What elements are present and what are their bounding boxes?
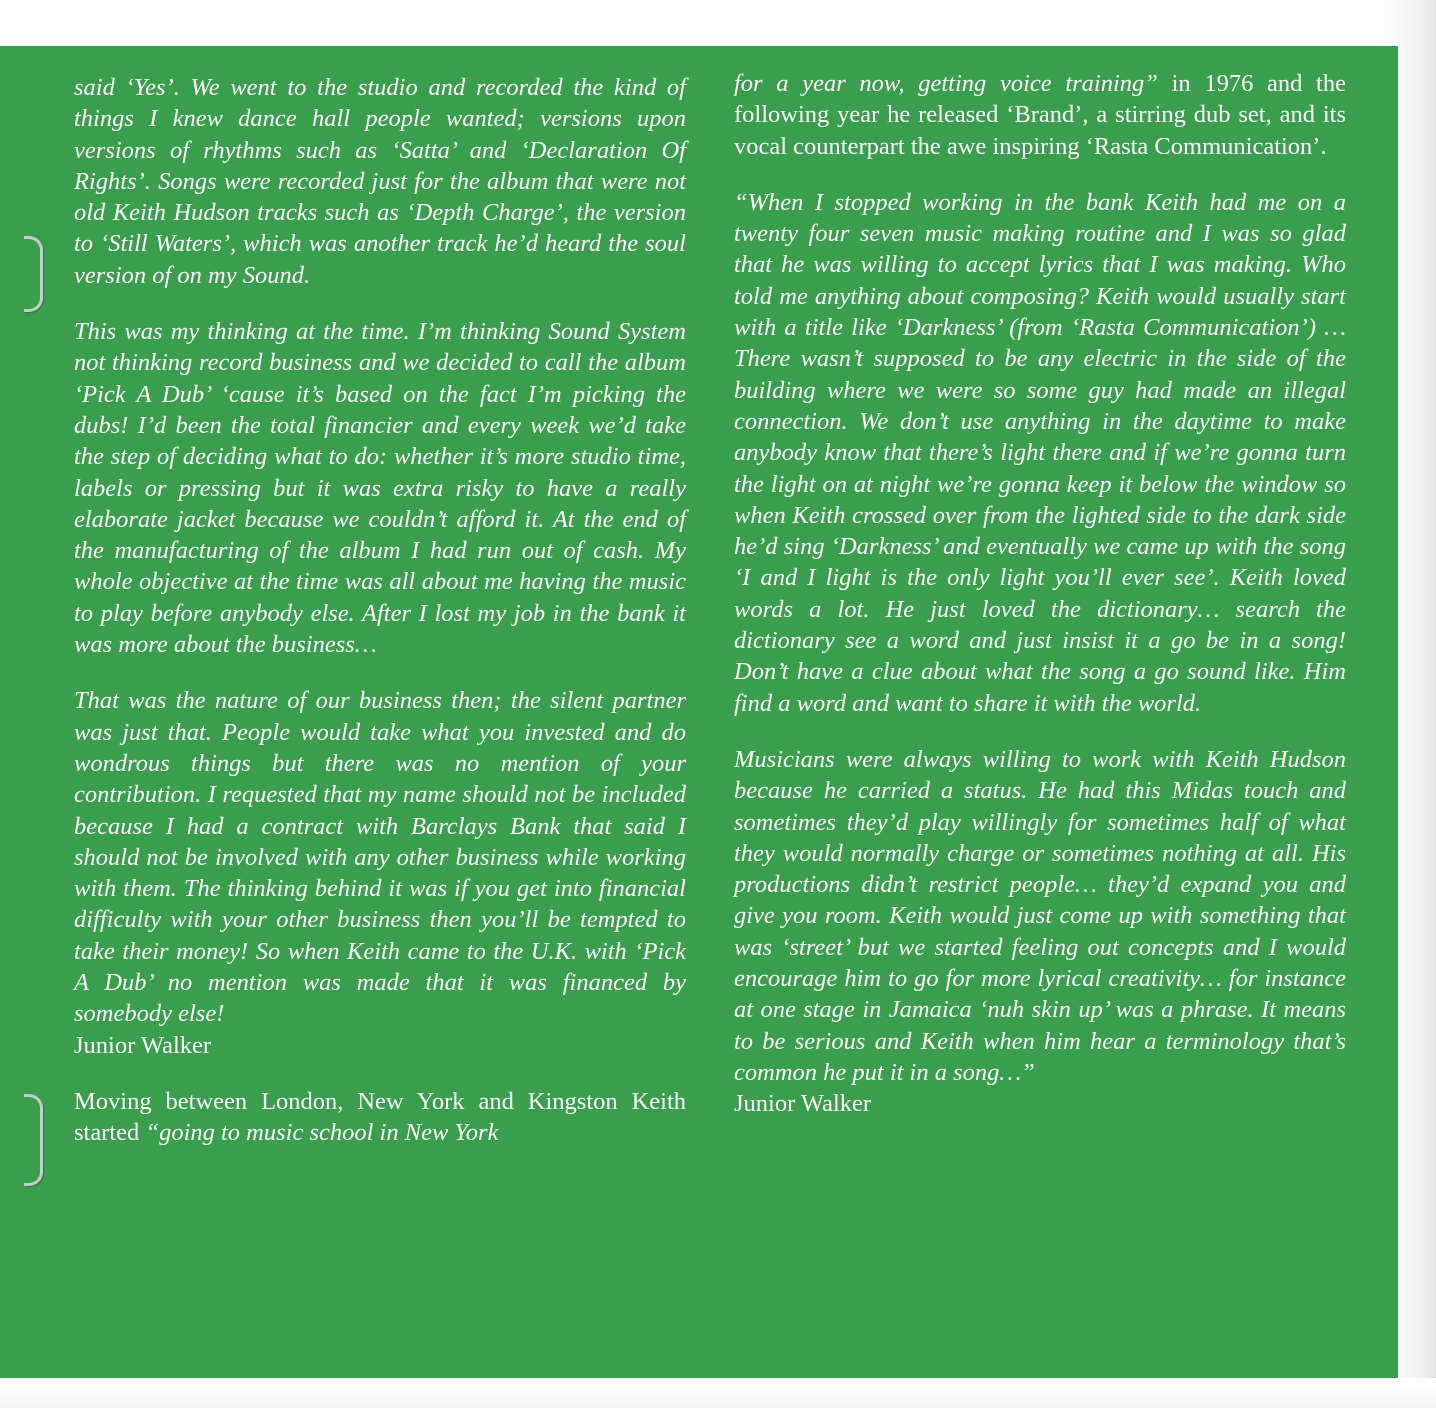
left-column bbox=[74, 72, 686, 1174]
right-paragraph-2: “When I stopped working in the bank Keith had me on a twenty four seven music making routine and I was so glad that he was willing to accept lyrics that I was making. Who told me anything about composing? Keith would usually start with a title like ‘Darkness’ (from ‘Rasta Communication’) … There wasn’t supposed to be any electric in the side of the building where we were so some guy had made an illegal connection. We don’t use anything in the daytime to make anybody know that there’s light there and if we’re gonna turn the light on at night we’re gonna keep it below the window so when Keith crossed over from the lighted side to the dark side he’d sing ‘Darkness’ and eventually we came up with the song ‘I and I light is the only light you’ll ever see’. Keith loved words a lot. He just loved the dictionary… search the dictionary see a word and just insist it a go be in a song! Don’t have a clue about what the song a go sound like. Him find a word and want to share it with the world. bbox=[734, 188, 1346, 717]
green-text-panel bbox=[0, 46, 1398, 1378]
page-bottom-edge bbox=[0, 1378, 1436, 1408]
left-paragraph-4-upright: Moving between London, New York and Kingston Keith started bbox=[74, 1087, 686, 1147]
right-column bbox=[734, 68, 1346, 1145]
left-paragraph-4 bbox=[74, 1086, 686, 1149]
left-paragraph-1: said ‘Yes’. We went to the studio and recorded the kind of things I knew dance hall people wanted; versions upon versions of rhythms such as ‘Satta’ and ‘Declaration Of Rights’. Songs were recorded just for the album that were not old Keith Hudson tracks such as ‘Depth Charge’, the version to ‘Still Waters’, which was another track he’d heard the soul version of on my Sound. bbox=[74, 74, 686, 289]
staple-icon bbox=[24, 1094, 43, 1186]
right-paragraph-1 bbox=[734, 68, 1346, 162]
staple-icon bbox=[24, 236, 43, 312]
left-signature: Junior Walker bbox=[74, 1031, 212, 1059]
left-paragraph-2: This was my thinking at the time. I’m thinking Sound System not thinking record business and we decided to call the album ‘Pick A Dub’ ‘cause it’s based on the fact I’m picking the dubs! I’d been the total financier and every week we’d take the step of deciding what to do: whether it’s more studio time, labels or pressing but it was extra risky to have a really elaborate jacket because we couldn’t afford it. At the end of the manufacturing of the album I had run out of cash. My whole objective at the time was all about me having the music to play before anybody else. After I lost my job in the bank it was more about the business… bbox=[74, 318, 686, 659]
left-paragraph-4-italic: “going to music school in New York bbox=[145, 1119, 499, 1147]
left-paragraph-3: That was the nature of our business then; the silent partner was just that. People would take what you invested and do wondrous things but there was no mention of your contribution. I requested that my name should not be included because I had a contract with Barclays Bank that said I should not be involved with any other business while working with them. The thinking behind it was if you get into financial difficulty with your other business then you’ll be tempted to take their money! So when Keith came to the U.K. with ‘Pick A Dub’ no mention was made that it was financed by somebody else! bbox=[74, 687, 686, 1028]
right-signature: Junior Walker bbox=[734, 1090, 872, 1118]
right-paragraph-3: Musicians were always willing to work with Keith Hudson because he carried a status. He had this Midas touch and sometimes they’d play willingly for sometimes half of what they would normally charge or sometimes nothing at all. His productions didn’t restrict people… they’d expand you and give you room. Keith would just come up with something that was ‘street’ but we started feeling out concepts and I would encourage him to go for more lyrical creativity… for instance at one stage in Jamaica ‘nuh skin up’ was a phrase. It means to be serious and Keith when him hear a terminology that’s common he put it in a song…” bbox=[734, 745, 1346, 1086]
right-paragraph-1-upright: in 1976 and the following year he released ‘Brand’, a stirring dub set, and its vocal counterpart the awe inspiring ‘Rasta Communication’. bbox=[734, 70, 1346, 160]
right-paragraph-1-italic: for a year now, getting voice training” bbox=[734, 70, 1158, 97]
